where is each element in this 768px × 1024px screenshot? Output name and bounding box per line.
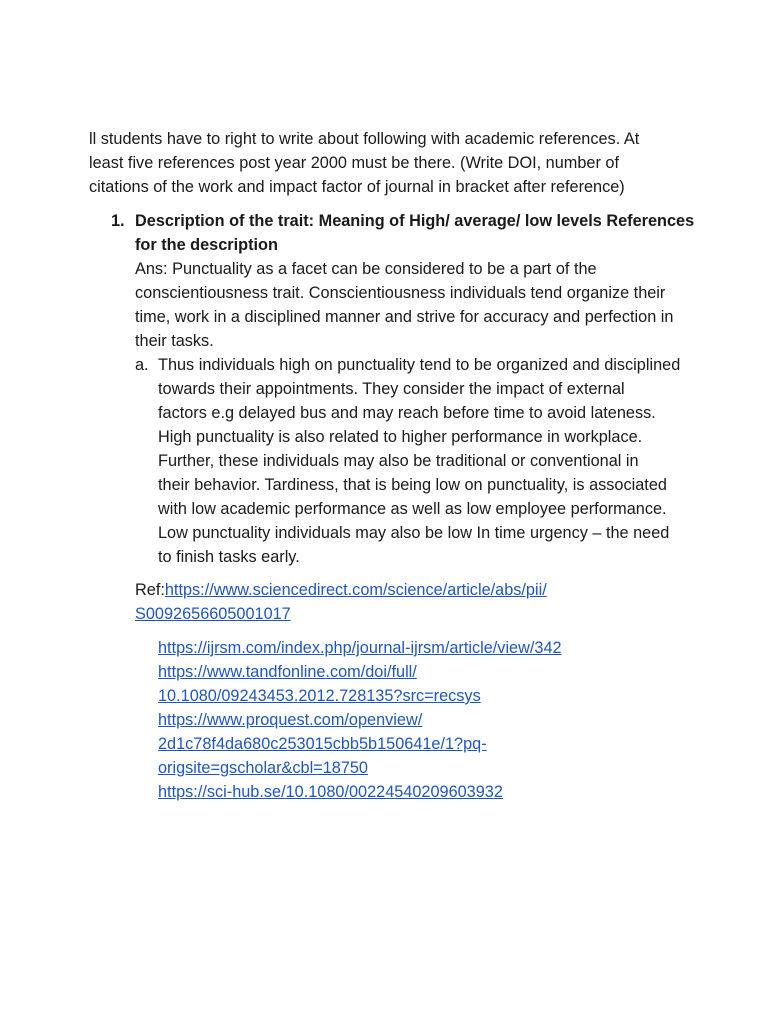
sub-item-line: High punctuality is also related to higher performance in workplace. xyxy=(158,428,643,446)
answer-line: their tasks. xyxy=(135,332,214,350)
reference-link[interactable]: https://sci-hub.se/10.1080/00224540209603932 xyxy=(158,783,503,801)
intro-line: citations of the work and impact factor of journal in bracket after reference) xyxy=(89,178,625,196)
reference-line xyxy=(158,780,698,804)
reference-label: Ref: xyxy=(135,581,165,599)
answer-line: Ans: Punctuality as a facet can be considered to be a part of the xyxy=(135,260,597,278)
reference-link[interactable]: https://ijrsm.com/index.php/journal-ijrsm/article/view/342 xyxy=(158,639,562,657)
intro-line: ll students have to right to write about following with academic references. At xyxy=(89,130,640,148)
answer-line: time, work in a disciplined manner and strive for accuracy and perfection in xyxy=(135,308,674,326)
reference-link[interactable]: https://www.sciencedirect.com/science/article/abs/pii/ xyxy=(164,581,547,599)
heading-line: for the description xyxy=(135,236,278,254)
sub-item-line: factors e.g delayed bus and may reach before time to avoid lateness. xyxy=(158,404,656,422)
sub-item-line: Low punctuality individuals may also be low In time urgency – the need xyxy=(158,524,670,542)
sub-item-letter: a. xyxy=(135,356,149,374)
answer-line: conscientiousness trait. Conscientiousness individuals tend organize their xyxy=(135,284,666,302)
reference-link[interactable]: https://www.tandfonline.com/doi/full/ xyxy=(158,663,417,681)
sub-item-line: their behavior. Tardiness, that is being low on punctuality, is associated xyxy=(158,476,667,494)
sub-item-line: to finish tasks early. xyxy=(158,548,300,566)
sub-item-line: Further, these individuals may also be traditional or conventional in xyxy=(158,452,639,470)
intro-paragraph xyxy=(89,127,689,199)
list-item-number: 1. xyxy=(111,212,125,230)
sub-item-paragraph xyxy=(158,353,698,569)
reference-link[interactable]: S0092656605001017 xyxy=(135,605,291,623)
reference-line xyxy=(135,602,695,626)
sub-item-line: towards their appointments. They consider the impact of external xyxy=(158,380,625,398)
reference-line xyxy=(158,636,698,660)
sub-item-line: with low academic performance as well as low employee performance. xyxy=(158,500,667,518)
reference-line xyxy=(158,684,698,708)
reference-link-list xyxy=(158,636,698,804)
list-item-heading xyxy=(135,209,695,257)
reference-first-line xyxy=(135,578,695,602)
reference-link[interactable]: https://www.proquest.com/openview/ xyxy=(158,711,423,729)
answer-paragraph xyxy=(135,257,695,353)
intro-line: least five references post year 2000 must be there. (Write DOI, number of xyxy=(89,154,619,172)
sub-item-line: Thus individuals high on punctuality tend to be organized and disciplined xyxy=(158,356,681,374)
reference-line xyxy=(158,708,698,732)
reference-line xyxy=(158,660,698,684)
reference-line xyxy=(158,732,698,756)
reference-link[interactable]: origsite=gscholar&cbl=18750 xyxy=(158,759,368,777)
reference-link[interactable]: 10.1080/09243453.2012.728135?src=recsys xyxy=(158,687,481,705)
heading-line: Description of the trait: Meaning of High/ average/ low levels References xyxy=(135,212,695,230)
reference-block xyxy=(135,578,695,626)
reference-link[interactable]: 2d1c78f4da680c253015cbb5b150641e/1?pq- xyxy=(158,735,487,753)
reference-line xyxy=(158,756,698,780)
